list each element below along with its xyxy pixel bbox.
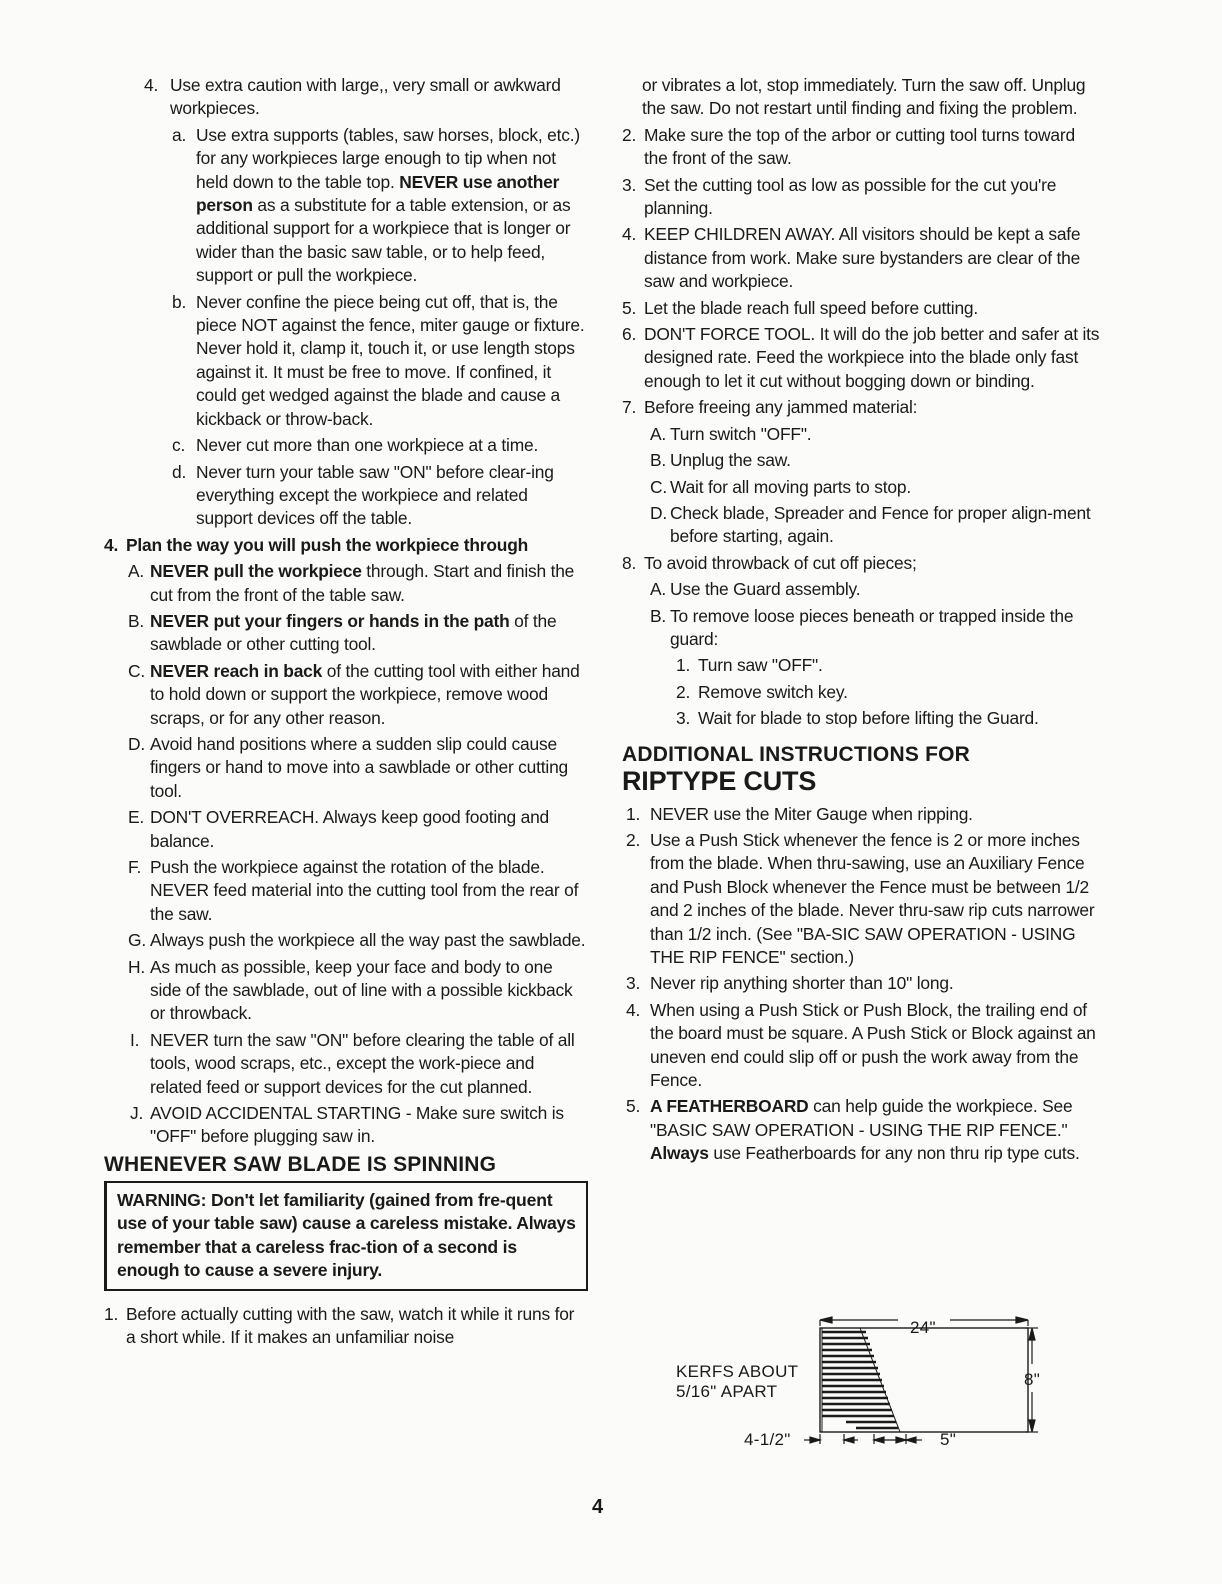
list-item: H. As much as possible, keep your face and body to one side of the sawblade, out of line with a possible kickback or throwback. [128,956,573,1024]
list-item: D. Check blade, Spreader and Fence for proper align-ment before starting, again. [650,502,1091,547]
page-number: 4 [592,1496,604,1518]
right-column [622,74,1102,1169]
left-column [104,74,588,1352]
list-item-continued: or vibrates a lot, stop immediately. Turn the saw off. Unplug the saw. Do not restart until finding and fixing the problem. [642,75,1086,119]
list-item: A. Turn switch "OFF". [650,423,812,444]
list-item: B. NEVER put your fingers or hands in the path of the sawblade or other cutting tool. [128,610,557,655]
list-item: 3. Wait for blade to stop before lifting the Guard. [676,708,1039,729]
list-item: 1. Before actually cutting with the saw, watch it while it runs for a short while. If it makes an unfamiliar noise [104,1303,575,1347]
section-subheading: 4. Plan the way you will push the workpiece through [104,534,529,555]
list-item: a. Use extra supports (tables, saw horses, block, etc.) for any workpieces large enough to tip when not held down to the table top. NEVER use another person as a substitute for a table extension, or as additional support for a workpiece that is longer or wider than the basic saw table, or to help feed, support or pull the workpiece. [172,124,580,286]
list-item: A. Use the Guard assembly. [650,579,861,600]
dimension-bottom [804,1434,922,1444]
list-item: d. Never turn your table saw "ON" before clear-ing everything except the workpiece and related support devices off the table. [172,461,554,529]
section-heading: ADDITIONAL INSTRUCTIONS FOR [622,742,971,766]
list-item: b. Never confine the piece being cut off, that is, the piece NOT against the fence, miter gauge or fixture. Never hold it, clamp it, touch it, or use length stops against it. It must be free to move. If confined, it could get wedged against the blade and cause a kickback or throw-back. [172,291,585,429]
featherboard-diagram [660,1308,1080,1458]
list-item: 8. To avoid throwback of cut off pieces; [622,552,917,573]
list-item: 1. NEVER use the Miter Gauge when ripping. [626,803,973,824]
list-item: 4. KEEP CHILDREN AWAY. All visitors should be kept a safe distance from work. Make sure bystanders are clear of the saw and workpiece. [622,224,1081,292]
kerfs-label-line2: 5/16" APART [676,1382,778,1401]
list-item: B. Unplug the saw. [650,450,791,471]
list-item: c. Never cut more than one workpiece at a time. [172,435,539,456]
list-item: 7. Before freeing any jammed material: [622,397,918,418]
kerfs-label-line1: KERFS ABOUT [676,1362,799,1381]
list-item: G. Always push the workpiece all the way past the sawblade. [128,930,586,951]
list-item: 2. Make sure the top of the arbor or cutting tool turns toward the front of the saw. [622,124,1075,169]
section-heading-large: RIPTYPE CUTS [622,765,817,796]
left-offset-label: 4-1/2" [744,1430,791,1449]
list-item: C. NEVER reach in back of the cutting tool with either hand to hold down or support the workpiece, remove wood scraps, or for any other reason. [128,660,580,728]
list-item: I. NEVER turn the saw "ON" before clearing the table of all tools, wood scraps, etc., except the work-piece and related feed or support devices for the cut planned. [130,1029,575,1097]
list-item: 3. Never rip anything shorter than 10" long. [626,973,954,994]
list-item: J. AVOID ACCIDENTAL STARTING - Make sure switch is "OFF" before plugging saw in. [130,1103,564,1147]
list-item: 2. Remove switch key. [676,681,848,702]
list-item: E. DON'T OVERREACH. Always keep good footing and balance. [128,807,550,851]
section-heading: WHENEVER SAW BLADE IS SPINNING [104,1152,497,1176]
list-item: 2. Use a Push Stick whenever the fence is 2 or more inches from the blade. When thru-sawing, use an Auxiliary Fence and Push Block whenever the Fence must be between 1/2 and 2 inches of the blade. Never thru-saw rip cuts narrower than 1/2 inch. (See "BA-SIC SAW OPERATION - USING THE RIP FENCE" section.) [626,829,1095,967]
list-item: A. NEVER pull the workpiece through. Start and finish the cut from the front of the table saw. [128,561,575,605]
list-item: 3. Set the cutting tool as low as possible for the cut you're planning. [622,174,1057,219]
height-label: 8" [1024,1370,1041,1389]
list-item: F. Push the workpiece against the rotation of the blade. NEVER feed material into the cutting tool from the rear of the saw. [128,857,579,924]
list-item: B. To remove loose pieces beneath or trapped inside the guard: [650,605,1074,649]
list-item: 1. Turn saw "OFF". [676,655,823,676]
list-item: 6. DON'T FORCE TOOL. It will do the job better and safer at its designed rate. Feed the workpiece into the blade only fast enough to let it cut without bogging down or binding. [622,324,1100,391]
list-item: 5. A FEATHERBOARD can help guide the workpiece. See "BASIC SAW OPERATION - USING THE RIP FENCE." Always use Featherboards for any non thru rip type cuts. [626,1096,1080,1164]
right-offset-label: 5" [940,1430,957,1449]
list-item: 4. Use extra caution with large,, very small or awkward workpieces. [144,75,561,119]
kerf-lines [822,1332,898,1428]
list-item: 5. Let the blade reach full speed before cutting. [622,297,979,318]
list-item: C. Wait for all moving parts to stop. [650,476,911,497]
warning-box: WARNING: Don't let familiarity (gained from fre-quent use of your table saw) cause a careless mistake. Always remember that a careless frac-tion of a second is enough to cause a severe injury. [104,1181,588,1291]
list-item: 4. When using a Push Stick or Push Block, the trailing end of the board must be square. A Push Stick or Block against an uneven end could slip off or push the work away from the Fence. [626,999,1096,1091]
width-label: 24" [910,1318,936,1337]
list-item: D. Avoid hand positions where a sudden slip could cause fingers or hand to move into a sawblade or other cutting tool. [128,733,569,801]
